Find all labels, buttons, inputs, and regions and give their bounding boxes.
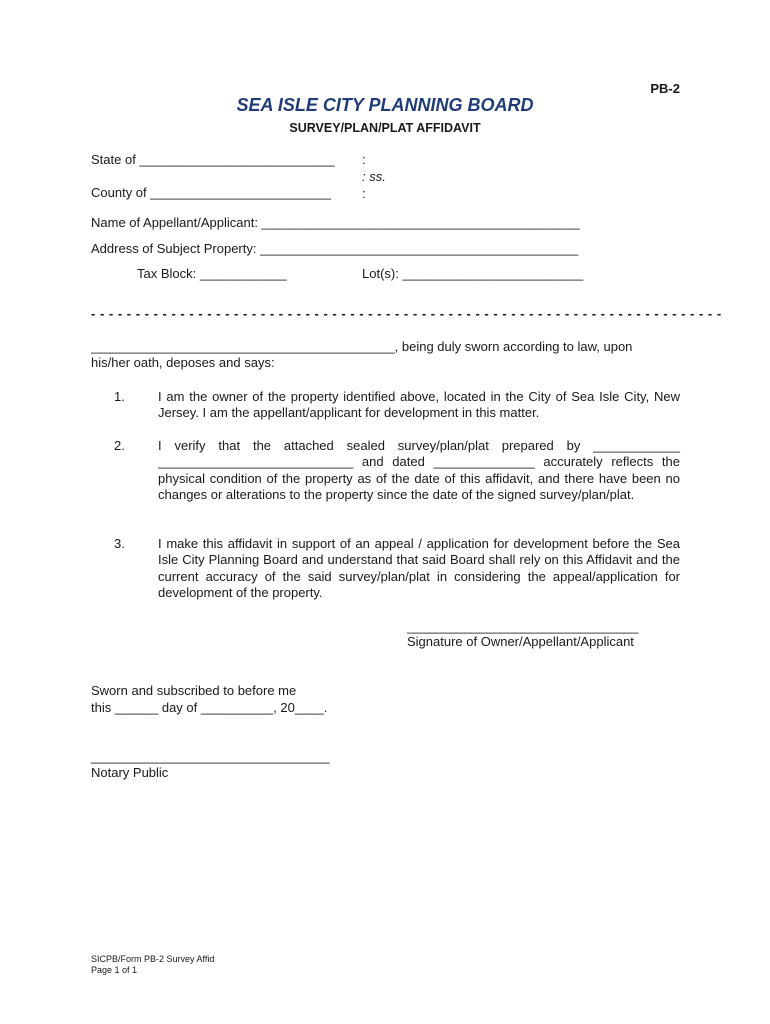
state-field[interactable]: State of ___________________________ (91, 152, 335, 167)
sworn-statement: Sworn and subscribed to before me (91, 683, 297, 698)
oath-line-2: his/her oath, deposes and says: (91, 355, 275, 370)
tax-block-field[interactable]: Tax Block: ____________ (137, 266, 287, 281)
county-field[interactable]: County of _________________________ (91, 185, 332, 200)
oath-line[interactable]: __________________________________________, being duly sworn according to law, upon (91, 339, 633, 354)
notary-signature-line[interactable]: _________________________________ (91, 749, 330, 764)
applicant-name-field[interactable]: Name of Appellant/Applicant: ____________________________________________ (91, 215, 580, 230)
footer-page-number: Page 1 of 1 (91, 965, 138, 975)
lots-field[interactable]: Lot(s): _________________________ (362, 266, 584, 281)
section-separator: - - - - - - - - - - - - - - - - - - - - - - - - - - - - - - - - - - - - - - - - - - - - - - - - - - - - - - - - - - - - - - - - - - - - - - - (91, 306, 722, 321)
item-text: I am the owner of the property identified above, located in the City of Sea Isle City, New Jersey. I am the appellant/applicant for development in this matter. (158, 389, 680, 421)
venue-ss: : ss. (362, 169, 386, 184)
notary-label: Notary Public (91, 765, 169, 780)
item-number: 1. (114, 389, 125, 404)
item-number: 2. (114, 438, 125, 453)
page-title: SEA ISLE CITY PLANNING BOARD (236, 95, 534, 115)
signature-label: Signature of Owner/Appellant/Applicant (407, 634, 634, 649)
footer-form-ref: SICPB/Form PB-2 Survey Affid (91, 954, 215, 964)
form-subtitle: SURVEY/PLAN/PLAT AFFIDAVIT (289, 121, 481, 135)
form-code: PB-2 (650, 81, 680, 96)
signature-line[interactable]: ________________________________ (407, 619, 639, 634)
sworn-date-line[interactable]: this ______ day of __________, 20____. (91, 700, 328, 715)
item-number: 3. (114, 536, 125, 551)
property-address-field[interactable]: Address of Subject Property: ____________________________________________ (91, 241, 579, 256)
item-text: I make this affidavit in support of an appeal / application for development before the Sea Isle City Planning Board and understand that said Board shall rely on this Affidavit and the current accuracy of the said survey/plan/plat in considering the appeal/application for development of the property. (158, 536, 680, 600)
venue-colon: : (362, 152, 366, 167)
item-text: I verify that the attached sealed survey/plan/plat prepared by ____________ ___________________________ and dated ______________ accurately reflects the physical condition of the property as of the date of this affidavit, and there have been no changes or alterations to the property since the date of the signed survey/plan/plat. (158, 438, 680, 502)
venue-colon: : (362, 186, 366, 201)
